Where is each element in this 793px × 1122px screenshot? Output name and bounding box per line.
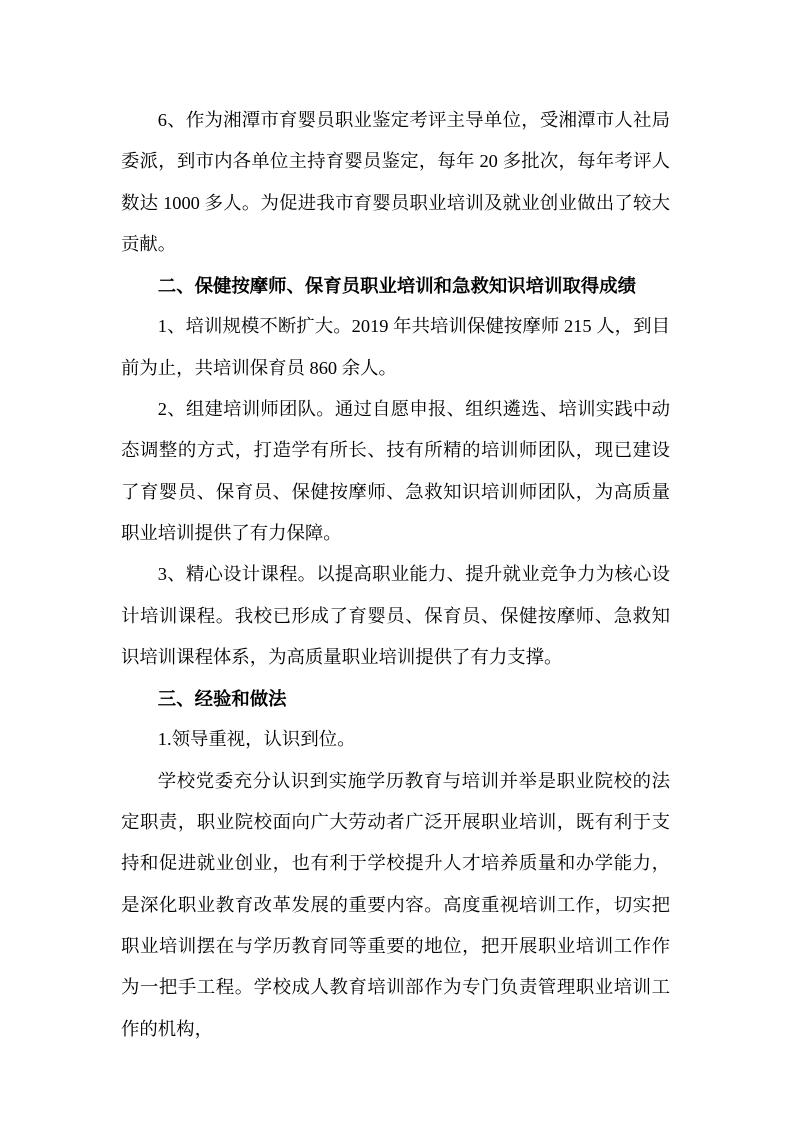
paragraph-leadership-attention: 1.领导重视，认识到位。 — [157, 729, 356, 750]
paragraph-training-scale: 1、培训规模不断扩大。2019 年共培训保健按摩师 215 人，到目前为止，共培训保育员 860 余人。 — [121, 316, 670, 378]
paragraph-course-design: 3、精心设计课程。以提高职业能力、提升就业竞争力为核心设计培训课程。我校已形成了育婴员、保育员、保健按摩师、急救知识培训课程体系，为高质量职业培训提供了有力支撑。 — [121, 564, 670, 667]
paragraph-trainer-team: 2、组建培训师团队。通过自愿申报、组织遴选、培训实践中动态调整的方式，打造学有所长、技有所精的培训师团队，现已建设了育婴员、保育员、保健按摩师、急救知识培训师团队，为高质量职业培训提供了有力保障。 — [121, 399, 670, 543]
document-body — [121, 100, 670, 1050]
heading-section-three-experience: 三、经验和做法 — [157, 688, 287, 710]
heading-section-two-training-achievements: 二、保健按摩师、保育员职业培训和急救知识培训取得成绩 — [157, 275, 636, 297]
paragraph-appraisal-unit: 6、作为湘潭市育婴员职业鉴定考评主导单位，受湘潭市人社局委派，到市内各单位主持育婴员鉴定，每年 20 多批次，每年考评人数达 1000 多人。为促进我市育婴员职业培训及就业创业做出了较大贡献。 — [121, 110, 670, 254]
paragraph-party-committee: 学校党委充分认识到实施学历教育与培训并举是职业院校的法定职责，职业院校面向广大劳动者广泛开展职业培训，既有利于支持和促进就业创业，也有利于学校提升人才培养质量和办学能力，是深化职业教育改革发展的重要内容。高度重视培训工作，切实把职业培训摆在与学历教育同等重要的地位，把开展职业培训工作作为一把手工程。学校成人教育培训部作为专门负责管理职业培训工作的机构， — [121, 770, 670, 1039]
